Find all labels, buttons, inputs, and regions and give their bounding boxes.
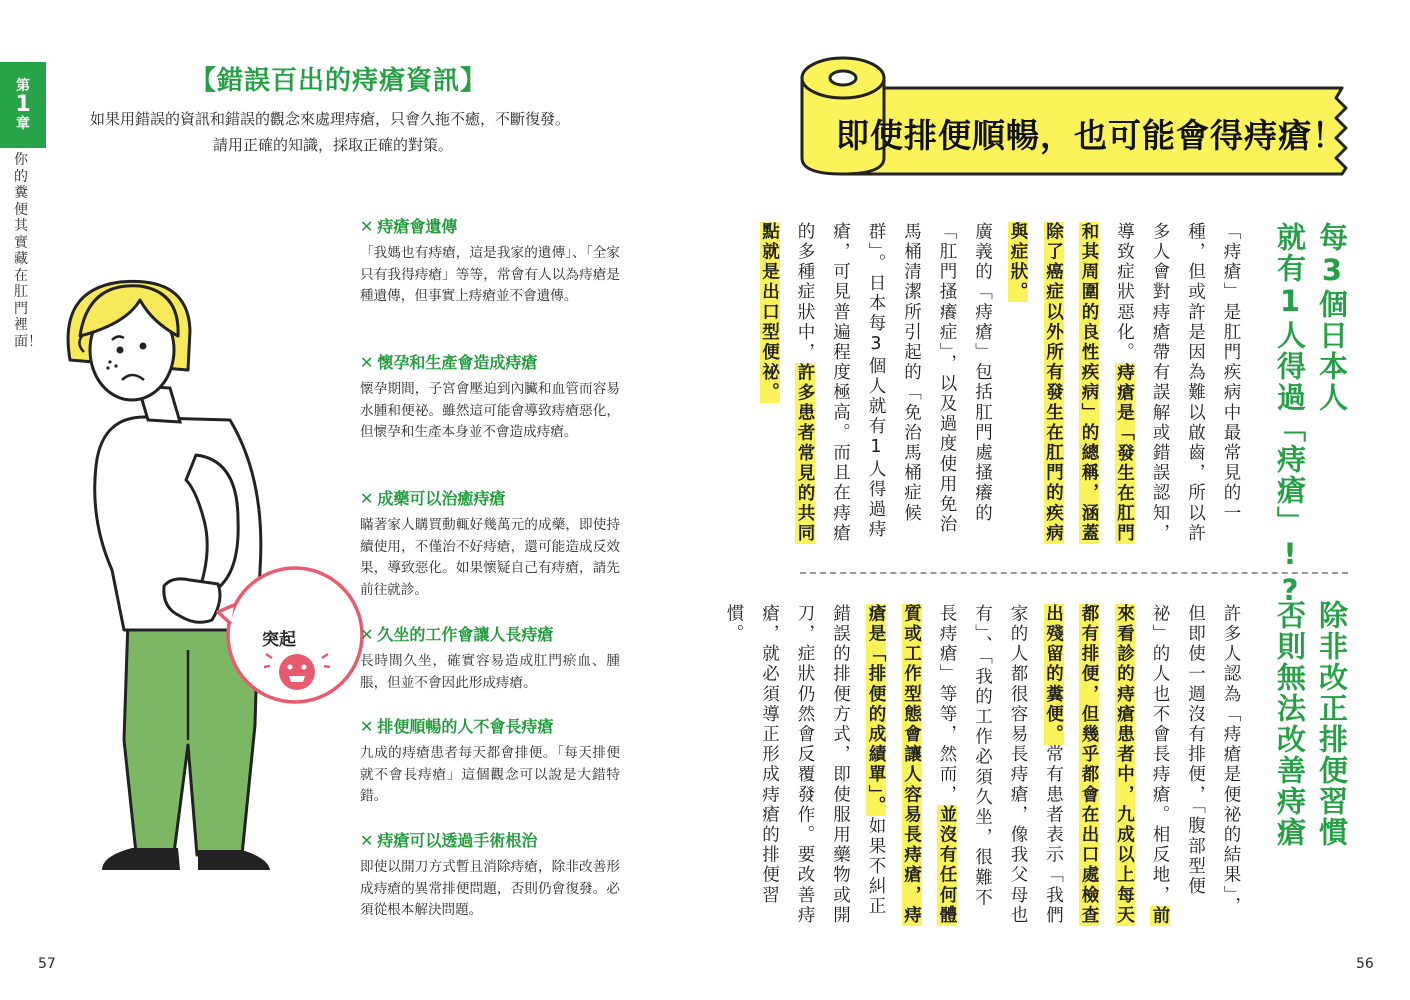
section1-highlight-2: 許多患者常見的共同點就是出口型便祕。: [759, 222, 815, 544]
myth-title: 成藥可以治癒痔瘡: [377, 489, 506, 508]
banner-title: 即使排便順暢，也可能會得痔瘡！: [836, 116, 1346, 155]
myth-item: [360, 214, 620, 308]
myth-item: [360, 714, 620, 808]
myth-title: 痔瘡會遺傳: [377, 217, 458, 236]
x-mark-icon: ✕: [360, 489, 374, 508]
section1-heading-1: 每3個日本人: [1315, 222, 1349, 413]
bubble-text: 突起: [262, 630, 296, 650]
section-divider: [800, 572, 1348, 574]
section2-heading-1: 除非改正排便習慣: [1315, 600, 1349, 848]
section2-body: [716, 604, 1249, 926]
myth-item: [360, 622, 620, 694]
section2-highlight-2: 並沒有任何體質或工作型態會讓人容易長痔瘡，痔瘡是「排便的成績單」。: [866, 604, 957, 926]
section1-body: [751, 222, 1248, 552]
chapter-label-top: 第: [16, 77, 30, 94]
myth-title: 痔瘡可以透過手術根治: [377, 831, 538, 850]
myth-body: 「我媽也有痔瘡，這是我家的遺傳」、「全家只有我得痔瘡」等等，常會有人以為痔瘡是種遺傳，但事實上痔瘡並不會遺傳。: [360, 245, 620, 305]
chapter-tab: [0, 62, 46, 148]
x-mark-icon: ✕: [360, 217, 374, 236]
section2-text-3: 如果不糾正錯誤的排便方式，即使服用藥物或開刀，症狀仍然會反覆發作。要改善痔瘡，就必須導正形成痔瘡的排便習慣。: [724, 604, 886, 926]
section2-heading-2: 否則無法改善痔瘡: [1273, 600, 1307, 848]
chapter-subtitle: 你的糞便其實藏在肛門裡面！: [14, 152, 42, 350]
x-mark-icon: ✕: [360, 831, 374, 850]
page-number-left: 57: [38, 956, 56, 972]
myth-item: [360, 486, 620, 601]
chapter-label-bottom: 章: [16, 115, 30, 132]
intro-line-2: 請用正確的知識，採取正確的對策。: [213, 136, 454, 154]
section1-paragraph-2: 廣義的「痔瘡」包括肛門處搔癢的「肛門搔癢症」，以及過度使用免治馬桶清潔所引起的「免治馬桶症候群」。日本每3個人就有1人得過痔瘡，可見普遍程度極高。而且在痔瘡的多種症狀中，: [795, 222, 993, 544]
myth-body: 懷孕期間，子宮會壓迫到內臟和血管而容易水腫和便祕。雖然這可能會導致痔瘡惡化，但懷孕和生產本身並不會造成痔瘡。: [360, 381, 620, 441]
x-mark-icon: ✕: [360, 717, 374, 736]
intro-line-1: 如果用錯誤的資訊和錯誤的觀念來處理痔瘡，只會久拖不癒，不斷復發。: [90, 110, 571, 128]
woman-illustration: [40, 270, 370, 880]
myth-title: 久坐的工作會讓人長痔瘡: [377, 625, 554, 644]
chapter-number: 1: [15, 92, 31, 118]
section2-text-2: 常有患者表示「我們家的人都很容易長痔瘡，像我父母也有」、「我的工作必須久坐，很難不長痔瘡」等等，然而，: [937, 604, 1064, 926]
section2-text-1: 許多人認為「痔瘡是便祕的結果」，但即使一週沒有排便，「腹部型便祕」的人也不會長痔瘡。相反地，: [1150, 604, 1241, 917]
myth-body: 長時間久坐，確實容易造成肛門瘀血、腫脹，但並不會因此形成痔瘡。: [360, 653, 620, 691]
section1-heading-2: 就有1人得過「痔瘡」!?: [1273, 222, 1307, 609]
myth-body: 九成的痔瘡患者每天都會排便。「每天排便就不會長痔瘡」這個觀念可以說是大錯特錯。: [360, 745, 620, 805]
x-mark-icon: ✕: [360, 625, 374, 644]
myth-title: 排便順暢的人不會長痔瘡: [377, 717, 554, 736]
section1-paragraph-1: 「痔瘡」是肛門疾病中最常見的一種，但或許是因為難以啟齒，所以許多人會對痔瘡帶有誤解或錯誤認知，導致症狀惡化。: [1114, 222, 1241, 544]
myth-item: [360, 828, 620, 922]
page-number-right: 56: [1356, 956, 1374, 972]
myth-body: 即使以開刀方式暫且消除痔瘡，除非改善形成痔瘡的異常排便問題，否則仍會復發。必須從根本解決問題。: [360, 859, 620, 919]
x-mark-icon: ✕: [360, 353, 374, 372]
section-title: 【錯誤百出的痔瘡資訊】: [190, 66, 488, 96]
myth-body: 瞞著家人購買動輒好幾萬元的成藥，即使持續使用，不僅治不好痔瘡，還可能造成反效果，導致惡化。如果懷疑自己有痔瘡，請先前往就診。: [360, 517, 620, 598]
myth-item: [360, 350, 620, 444]
myth-title: 懷孕和生產會造成痔瘡: [377, 353, 538, 372]
section1-highlight-1: 痔瘡是「發生在肛門和其周圍的良性疾病」的總稱，涵蓋除了癌症以外所有發生在肛門的疾病與症狀。: [1008, 222, 1135, 544]
section2-highlight-1: 前來看診的痔瘡患者中，九成以上每天都有排便，但幾乎都會在出口處檢查出殘留的糞便。: [1043, 604, 1170, 926]
